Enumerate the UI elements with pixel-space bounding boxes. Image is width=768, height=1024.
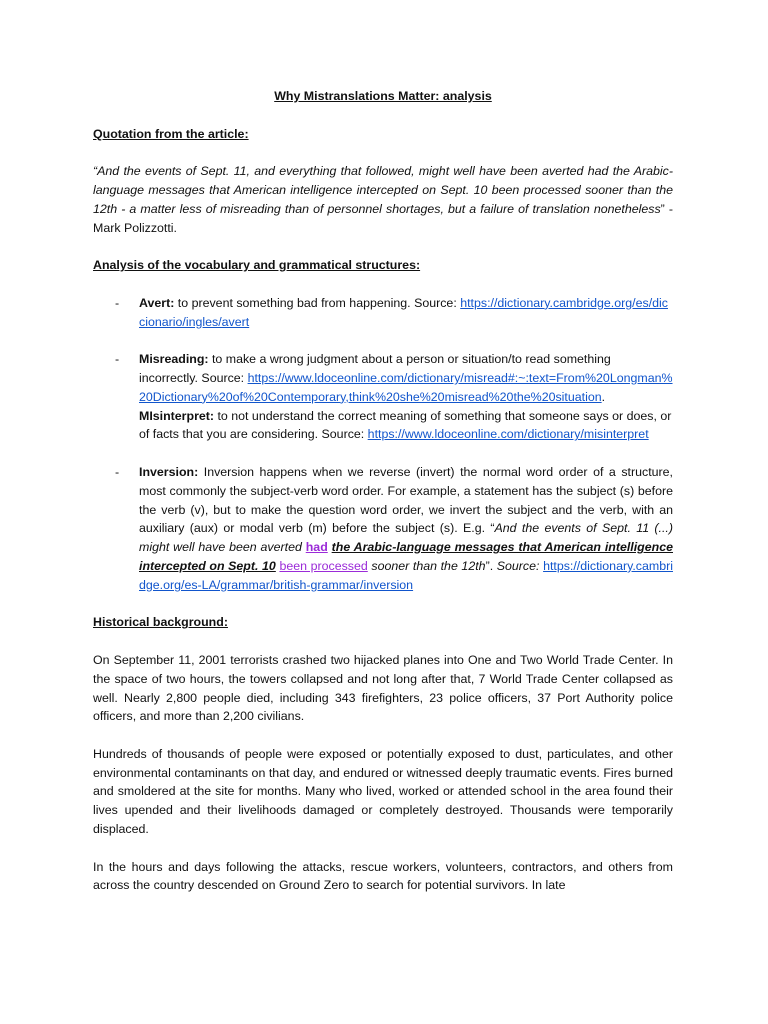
example-had: had bbox=[305, 540, 328, 555]
quotation-heading: Quotation from the article: bbox=[93, 126, 249, 141]
list-item-inversion bbox=[93, 463, 673, 595]
paragraph-exposure: Hundreds of thousands of people were exposed or potentially exposed to dust, particulates, and other environmental contaminants on that day, and endured or witnessed deeply traumatic events. Fires burned and smoldered at the site for months. Many who lived, worked or attended school in the area found their lives upended and their livelihoods damaged or completely destroyed. Thousands were temporarily displaced. bbox=[93, 746, 673, 837]
analysis-list bbox=[93, 294, 673, 595]
link-avert[interactable]: https://dictionary.cambridge.org/es/diccionario/ingles/avert bbox=[139, 295, 668, 329]
bullet-dash: - bbox=[115, 464, 120, 479]
quotation-block bbox=[93, 162, 673, 237]
source-label: Source: bbox=[496, 558, 544, 573]
term-inversion: Inversion: bbox=[139, 464, 199, 479]
definition-misreading: to make a wrong judgment about a person or situation/to read something incorrectly. Source: bbox=[139, 352, 611, 385]
link-misread[interactable]: https://www.ldoceonline.com/dictionary/misread#:~:text=From%20Longman%20Dictionary%20of%20Contemporary,think%20she%20misread%20the%20situation bbox=[139, 370, 673, 404]
paragraph-rescue: In the hours and days following the attacks, rescue workers, volunteers, contractors, and others from across the country descended on Ground Zero to search for potential survivors. In late bbox=[93, 859, 673, 893]
definition-avert: to prevent something bad from happening. Source: bbox=[174, 295, 461, 310]
link-inversion[interactable]: https://dictionary.cambridge.org/es-LA/grammar/british-grammar/inversion bbox=[139, 558, 673, 592]
quotation-text: “And the events of Sept. 11, and everything that followed, might well have been averted had the Arabic-language messages that American intelligence intercepted on Sept. 10 been processed sooner than the 12th - a matter less of misreading than of personnel shortages, but a failure of translation nonetheless bbox=[93, 164, 673, 216]
term-avert: Avert: bbox=[139, 295, 175, 310]
example-subject: the Arabic-language messages that American intelligence intercepted on Sept. 10 bbox=[139, 540, 673, 573]
link-misinterpret[interactable]: https://www.ldoceonline.com/dictionary/misinterpret bbox=[367, 427, 649, 442]
example-end: sooner than the 12th bbox=[367, 558, 486, 573]
period: . bbox=[601, 389, 606, 404]
document-title: Why Mistranslations Matter: analysis bbox=[274, 89, 492, 103]
bullet-dash: - bbox=[115, 295, 120, 310]
history-heading: Historical background: bbox=[93, 615, 228, 630]
list-item-avert bbox=[93, 294, 673, 332]
example-start: And the events of Sept. 11 (...) might well have been averted bbox=[139, 521, 674, 555]
definition-inversion: Inversion happens when we reverse (invert) the normal word order of a structure, most commonly the subject-verb word order. For example, a statement has the subject (s) before the verb (v), but to make the question word order, we invert the subject and the verb, with an auxiliary (aux) or modal verb (m) before the subject (s). E.g. “ bbox=[139, 464, 673, 536]
analysis-heading: Analysis of the vocabulary and grammatical structures: bbox=[93, 258, 421, 273]
example-been-processed: been processed bbox=[279, 558, 368, 573]
list-item-misreading bbox=[93, 350, 673, 444]
example-close-quote: ”. bbox=[485, 558, 497, 573]
term-misinterpret: MIsinterpret: bbox=[139, 408, 215, 423]
bullet-dash: - bbox=[115, 352, 120, 367]
definition-misinterpret: to not understand the correct meaning of something that someone says or does, or of facts that you are considering. Source: bbox=[139, 408, 672, 442]
quotation-attribution: ” - Mark Polizzotti. bbox=[93, 201, 674, 235]
document-page bbox=[93, 87, 673, 914]
term-misreading: Misreading: bbox=[139, 352, 209, 367]
paragraph-attacks: On September 11, 2001 terrorists crashed two hijacked planes into One and Two World Trade Center. In the space of two hours, the towers collapsed and not long after that, 7 World Trade Center collapsed as well. Nearly 2,800 people died, including 343 firefighters, 23 police officers, 37 Port Authority police officers, and more than 2,200 civilians. bbox=[93, 652, 673, 724]
